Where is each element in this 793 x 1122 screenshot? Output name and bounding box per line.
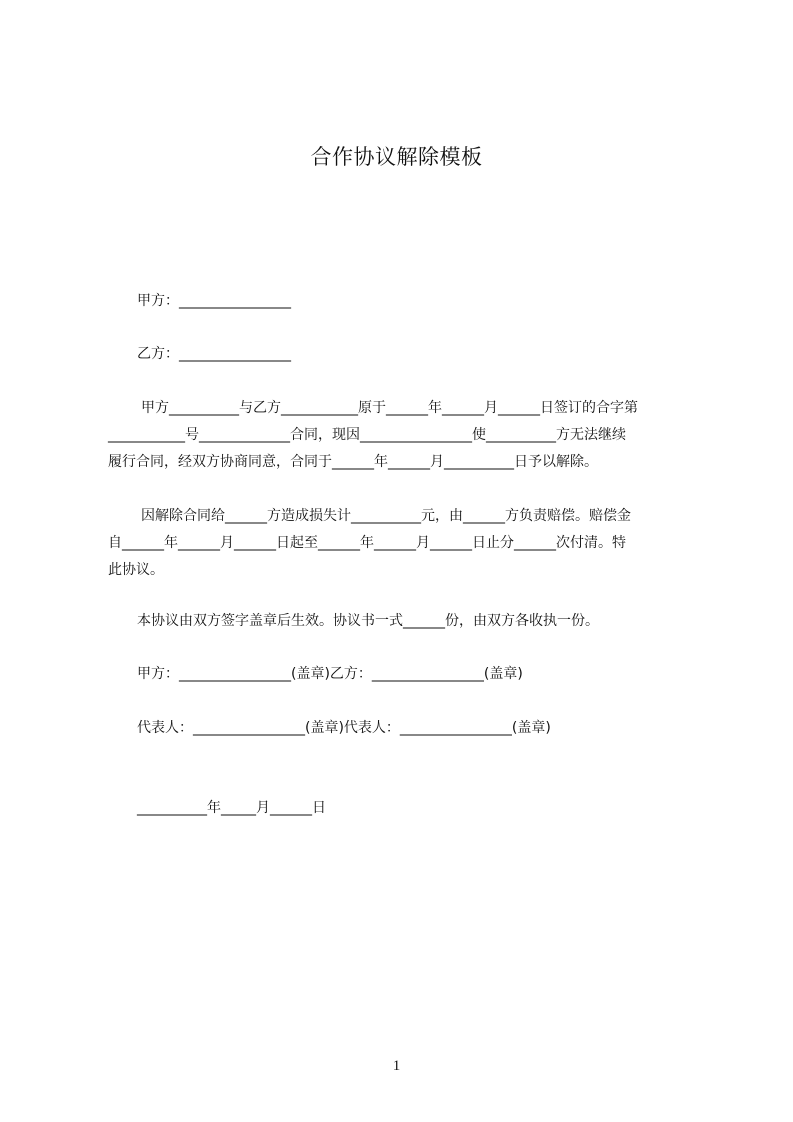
paragraph-line: 因解除合同给______方造成损失计__________元，由______方负责赔偿。赔偿金 bbox=[141, 508, 631, 524]
paragraph-line: 此协议。 bbox=[108, 562, 164, 578]
page-number: 1 bbox=[392, 1058, 401, 1074]
party-a-line: 甲方：________________ bbox=[137, 293, 291, 309]
effectiveness-paragraph: 本协议由双方签字盖章后生效。协议书一式______份，由双方各收执一份。 bbox=[137, 613, 599, 629]
paragraph-line: 履行合同，经双方协商同意，合同于______年______月__________日予以解除。 bbox=[108, 454, 598, 470]
party-b-line: 乙方：________________ bbox=[137, 346, 291, 362]
document-title: 合作协议解除模板 bbox=[310, 145, 483, 169]
paragraph-line: 甲方__________与乙方___________原于______年______月______日签订的合字第 bbox=[141, 400, 638, 416]
date-line: __________年_____月______日 bbox=[137, 800, 326, 816]
party-signature-line: 甲方：________________(盖章)乙方：________________(盖章) bbox=[137, 666, 523, 682]
representative-signature-line: 代表人：________________(盖章)代表人：________________(盖章) bbox=[137, 720, 551, 736]
paragraph-line: 自______年______月______日起至______年______月______日止分______次付清。特 bbox=[108, 535, 626, 551]
paragraph-line: ___________号_____________合同，现因________________使__________方无法继续 bbox=[108, 427, 626, 443]
